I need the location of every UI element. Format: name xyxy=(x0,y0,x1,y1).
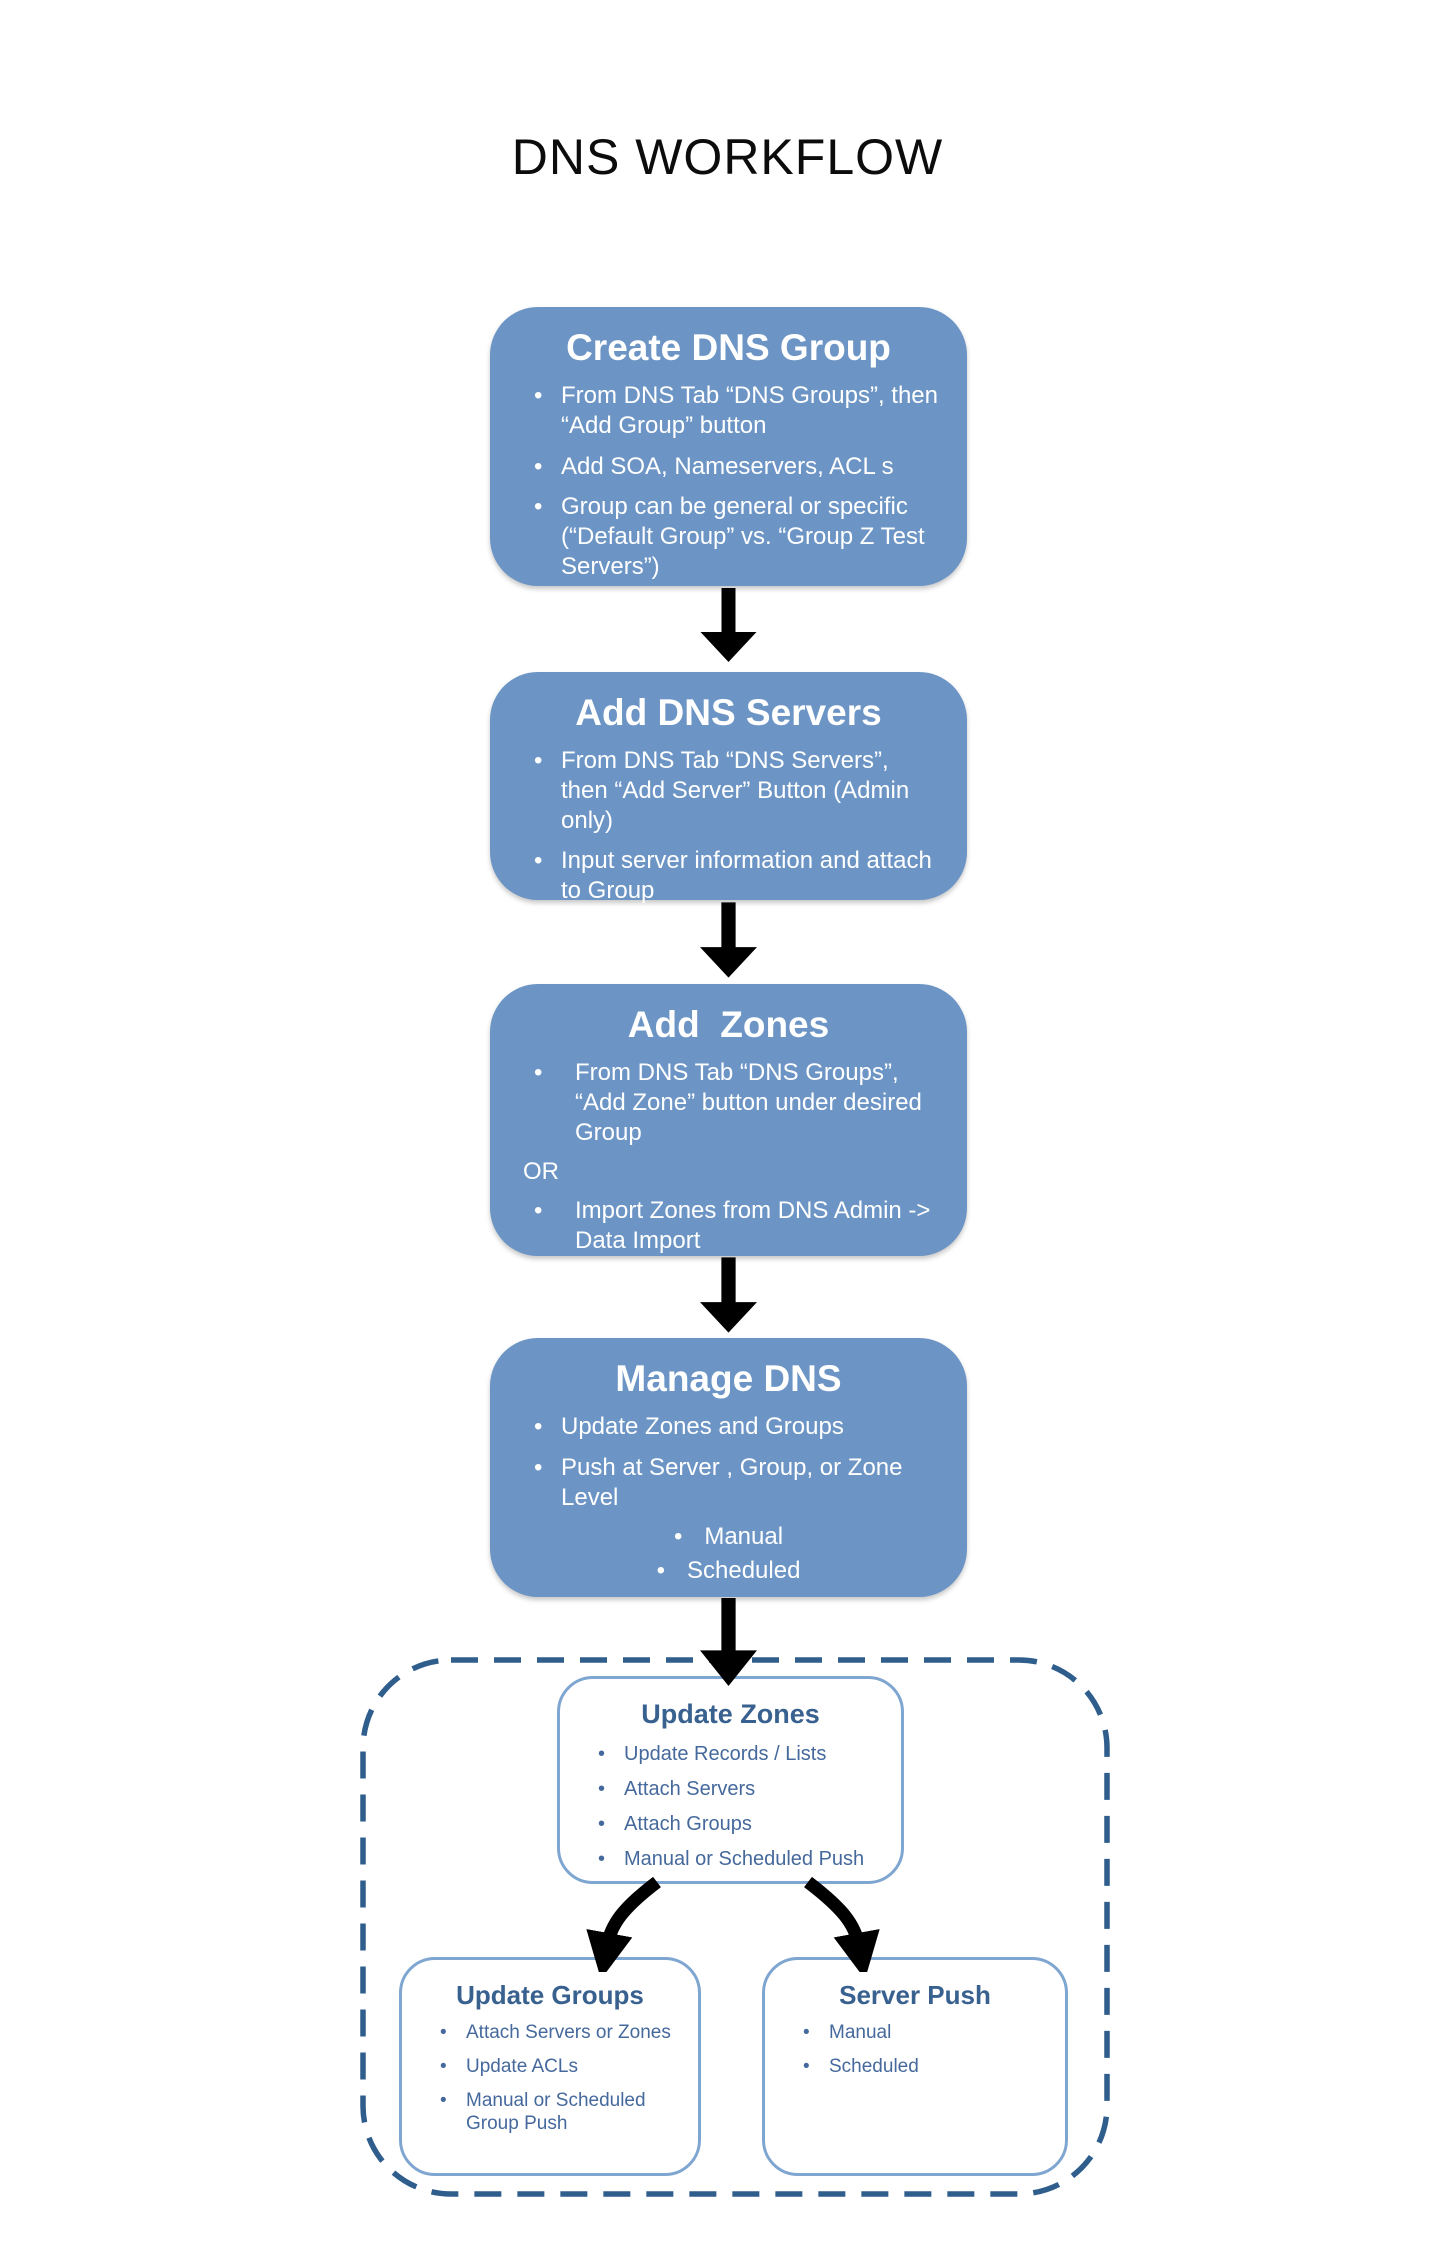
page-title: DNS WORKFLOW xyxy=(511,129,944,185)
bullet-item xyxy=(534,492,941,581)
bullet-text: Attach Servers xyxy=(624,1778,756,1800)
bullet-item xyxy=(803,2021,1047,2045)
down-arrow-icon xyxy=(700,1256,757,1334)
bullet-marker: • xyxy=(803,2022,810,2043)
bullet-marker: • xyxy=(534,382,543,409)
bullet-marker: • xyxy=(598,1743,606,1765)
bullet-marker: • xyxy=(440,2022,447,2043)
bullet-item xyxy=(534,1412,941,1442)
sub-bullet-text: Scheduled xyxy=(686,1557,801,1585)
bullet-marker: • xyxy=(598,1778,606,1800)
bullet-item xyxy=(803,2055,1047,2079)
flow-box-create-dns-group xyxy=(490,307,967,586)
sub-bullet-text: Manual xyxy=(704,1523,784,1551)
bullet-text: From DNS Tab “DNS Groups”, “Add Zone” button under desired Group xyxy=(575,1059,922,1146)
bullet-text: Attach Groups xyxy=(624,1813,752,1835)
bullet-text: Update ACLs xyxy=(466,2055,578,2077)
flow-box-bullet-list xyxy=(490,1412,967,1512)
flow-box-title: Add DNS Servers xyxy=(575,692,882,733)
bullet-marker: • xyxy=(534,847,543,875)
bullet-marker: • xyxy=(534,1453,543,1481)
bullet-text: Attach Servers or Zones xyxy=(466,2022,671,2043)
bullet-marker: • xyxy=(440,2055,447,2077)
bullet-text: Import Zones from DNS Admin -> Data Import xyxy=(575,1197,931,1254)
bullet-marker: • xyxy=(534,1197,543,1225)
bullet-item xyxy=(440,2055,680,2079)
bullet-text: From DNS Tab “DNS Servers”, then “Add Server” Button (Admin only) xyxy=(561,747,910,834)
bullet-item xyxy=(598,1777,883,1802)
bullet-item xyxy=(534,746,941,835)
bullet-text: Group can be general or specific (“Default Group” vs. “Group Z Test Servers”) xyxy=(561,493,925,580)
bullet-marker: • xyxy=(598,1848,606,1870)
detail-box-update-groups xyxy=(399,1957,701,2176)
detail-box-title: Update Groups xyxy=(456,1980,644,2010)
bullet-marker: • xyxy=(534,1059,543,1086)
bullet-marker: • xyxy=(673,1523,683,1551)
bullet-item xyxy=(534,1058,941,1147)
bullet-marker: • xyxy=(598,1813,606,1835)
sub-bullet-item xyxy=(490,1557,967,1585)
bullet-text: Push at Server , Group, or Zone Level xyxy=(561,1453,903,1511)
detail-box-title: Server Push xyxy=(839,1980,991,2010)
detail-box-server-push xyxy=(762,1957,1068,2176)
bullet-marker: • xyxy=(656,1557,665,1585)
bullet-text: Manual xyxy=(829,2022,892,2043)
flow-box-bullet-list xyxy=(490,1196,967,1256)
bullet-marker: • xyxy=(534,1413,543,1440)
sub-bullet-item xyxy=(490,1523,967,1551)
bullet-marker: • xyxy=(534,493,543,521)
branch-arrows xyxy=(380,1876,1080,1972)
flow-box-manage-dns xyxy=(490,1338,967,1597)
flow-box-bullet-list xyxy=(490,746,967,906)
flow-box-title: Manage DNS xyxy=(615,1358,842,1399)
detail-box-update-zones xyxy=(557,1676,904,1884)
bullet-item xyxy=(440,2021,680,2045)
down-arrow-icon xyxy=(700,1598,757,1686)
flow-box-title: Add Zones xyxy=(627,1004,830,1045)
bullet-text: From DNS Tab “DNS Groups”, then “Add Group” button xyxy=(561,382,939,439)
bullet-text: Add SOA, Nameservers, ACL s xyxy=(561,452,894,480)
bullet-text: Update Records / Lists xyxy=(624,1743,827,1765)
flow-box-add-dns-servers xyxy=(490,672,967,904)
bullet-item xyxy=(598,1812,883,1837)
curved-arrow-right-icon xyxy=(808,1882,859,1946)
bullet-item xyxy=(440,2089,680,2137)
bullet-marker: • xyxy=(534,452,543,480)
flow-box-title: Create DNS Group xyxy=(566,327,891,368)
detail-bullet-list xyxy=(560,1742,901,1872)
bullet-marker: • xyxy=(440,2089,447,2111)
flow-box-add-zones xyxy=(490,984,967,1256)
bullet-text: Manual or Scheduled Group Push xyxy=(466,2089,646,2135)
bullet-text: Input server information and attach to Group xyxy=(561,847,932,904)
bullet-item xyxy=(534,452,941,482)
bullet-text: Scheduled xyxy=(829,2055,919,2077)
bullet-text: Manual or Scheduled Push xyxy=(624,1848,865,1870)
bullet-item xyxy=(534,846,941,906)
bullet-marker: • xyxy=(534,747,543,774)
bullet-marker: • xyxy=(803,2055,810,2077)
bullet-item xyxy=(598,1847,883,1872)
bullet-item xyxy=(598,1742,883,1767)
detail-bullet-list xyxy=(402,2021,698,2136)
down-arrow-icon xyxy=(700,588,757,662)
bullet-item xyxy=(534,1196,941,1256)
flow-box-bullet-list xyxy=(490,1058,967,1147)
flow-box-bullet-list xyxy=(490,381,967,582)
bullet-text: Update Zones and Groups xyxy=(561,1413,844,1440)
detail-bullet-list xyxy=(765,2021,1065,2079)
bullet-item xyxy=(534,1453,941,1513)
down-arrow-icon xyxy=(700,902,757,978)
or-label: OR xyxy=(523,1158,559,1186)
curved-arrow-left-icon xyxy=(607,1882,657,1946)
bullet-item xyxy=(534,381,941,441)
detail-box-title: Update Zones xyxy=(641,1699,820,1729)
